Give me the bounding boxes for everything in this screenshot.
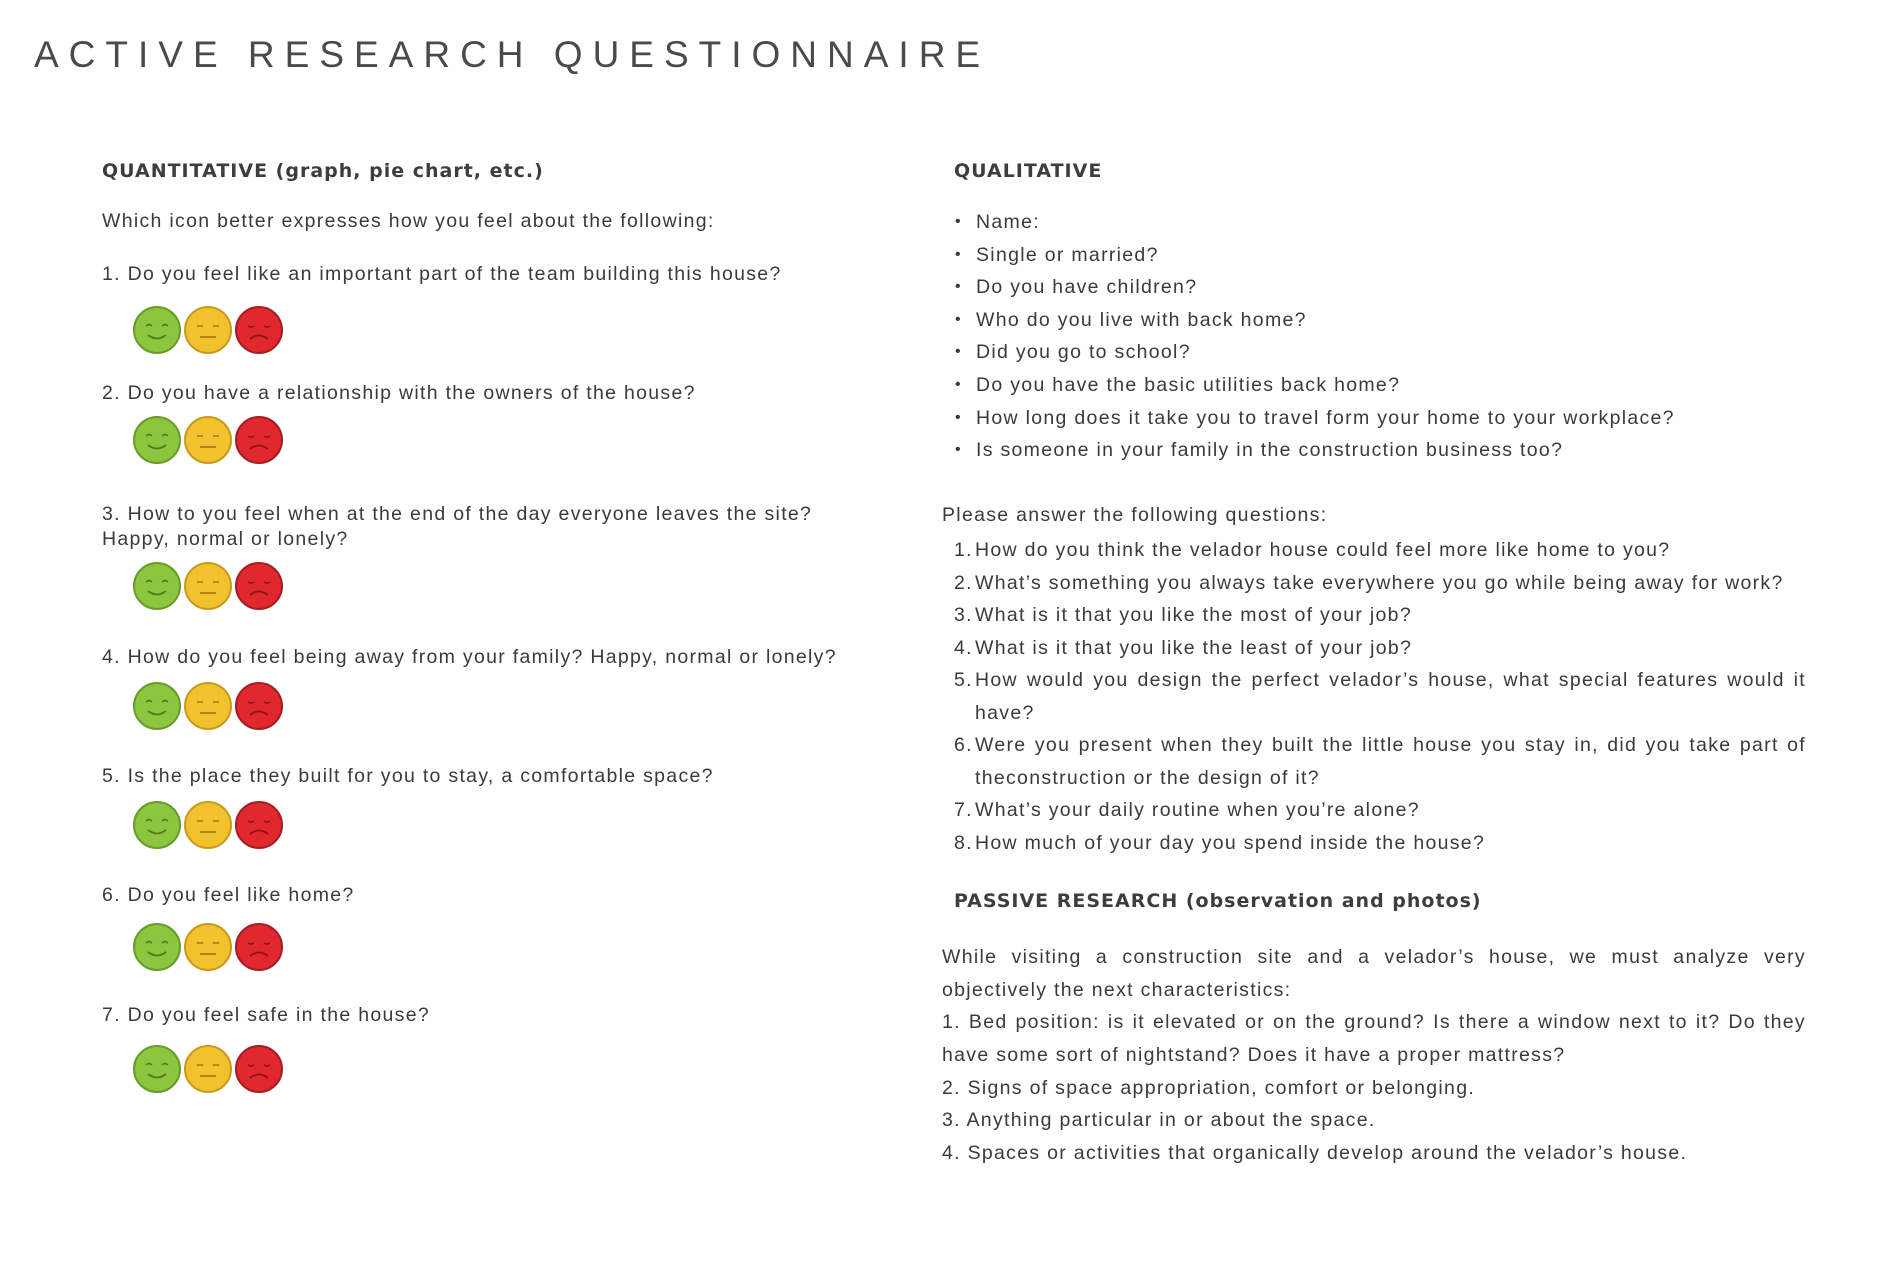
- question-text: 6. Do you feel like home?: [102, 884, 355, 906]
- neutral-face-icon[interactable]: [184, 1045, 232, 1093]
- list-item: • Name:: [952, 208, 1675, 241]
- list-item: 2. Signs of space appropriation, comfort or belonging.: [942, 1076, 1476, 1099]
- questions-prompt: Please answer the following questions:: [942, 504, 1328, 526]
- list-item: [942, 794, 1806, 827]
- face-rating-row: [133, 801, 283, 849]
- question-text: 7. Do you feel safe in the house?: [102, 1004, 431, 1026]
- face-rating-row: [133, 562, 283, 610]
- page-title: ACTIVE RESEARCH QUESTIONNAIRE: [34, 34, 991, 75]
- neutral-face-icon[interactable]: [184, 306, 232, 354]
- question-text: How would you design the perfect velador’s house, what special features would it have?: [975, 669, 1806, 724]
- observation-list: [942, 1006, 1806, 1170]
- list-item: • Who do you live with back home?: [952, 306, 1675, 339]
- qualitative-heading: QUALITATIVE: [954, 160, 1103, 182]
- list-number: 2.: [954, 571, 973, 594]
- question-text: How do you think the velador house could feel more like home to you?: [975, 539, 1671, 561]
- sad-face-icon[interactable]: [235, 1045, 283, 1093]
- list-item: • Single or married?: [952, 241, 1675, 274]
- question-text: Were you present when they built the little house you stay in, did you take part of theconstruction or the design of it?: [975, 734, 1806, 789]
- quantitative-question: [102, 645, 837, 670]
- passive-research-intro: While visiting a construction site and a velador’s house, we must analyze very objectively the next characteristics:: [942, 946, 1806, 1001]
- list-item: [942, 827, 1806, 860]
- neutral-face-icon[interactable]: [184, 416, 232, 464]
- quantitative-question: [102, 764, 714, 789]
- quantitative-question: [102, 1003, 430, 1028]
- happy-face-icon[interactable]: [133, 801, 181, 849]
- question-text: 5. Is the place they built for you to stay, a comfortable space?: [102, 765, 714, 787]
- happy-face-icon[interactable]: [133, 562, 181, 610]
- list-number: 4.: [954, 636, 973, 659]
- sad-face-icon[interactable]: [235, 923, 283, 971]
- happy-face-icon[interactable]: [133, 1045, 181, 1093]
- list-item: [942, 567, 1806, 600]
- question-text: 3. How to you feel when at the end of the day everyone leaves the site?: [102, 503, 813, 525]
- qualitative-bullet-list: [952, 208, 1675, 469]
- question-text: What is it that you like the least of your job?: [975, 636, 1413, 659]
- list-item: • Is someone in your family in the construction business too?: [952, 436, 1675, 469]
- happy-face-icon[interactable]: [133, 306, 181, 354]
- passive-research-heading: PASSIVE RESEARCH (observation and photos): [954, 890, 1482, 912]
- list-item: 1. Bed position: is it elevated or on the ground? Is there a window next to it? Do they have some sort of nightstand? Does it have a proper mattress?: [942, 1011, 1806, 1066]
- list-number: 7.: [954, 799, 973, 821]
- sad-face-icon[interactable]: [235, 562, 283, 610]
- list-number: 5.: [954, 669, 973, 691]
- question-text: Happy, normal or lonely?: [102, 528, 349, 550]
- question-text: 1. Do you feel like an important part of the team building this house?: [102, 263, 782, 285]
- neutral-face-icon[interactable]: [184, 562, 232, 610]
- list-item: • Do you have children?: [952, 273, 1675, 306]
- face-rating-row: [133, 306, 283, 354]
- list-number: 1.: [954, 539, 973, 561]
- happy-face-icon[interactable]: [133, 416, 181, 464]
- sad-face-icon[interactable]: [235, 801, 283, 849]
- question-text: What’s your daily routine when you’re alone?: [975, 799, 1420, 821]
- neutral-face-icon[interactable]: [184, 801, 232, 849]
- list-number: 8.: [954, 831, 973, 854]
- quantitative-question: [102, 502, 812, 552]
- list-item: [942, 632, 1806, 665]
- list-item: [942, 534, 1806, 567]
- open-questions-list: [942, 534, 1806, 859]
- quantitative-question: [102, 381, 696, 406]
- list-item: [942, 729, 1806, 794]
- list-item: 4. Spaces or activities that organically develop around the velador’s house.: [942, 1142, 1688, 1165]
- list-item: [942, 599, 1806, 632]
- sad-face-icon[interactable]: [235, 416, 283, 464]
- list-number: 6.: [954, 734, 973, 756]
- question-text: What is it that you like the most of your job?: [975, 604, 1412, 626]
- happy-face-icon[interactable]: [133, 923, 181, 971]
- happy-face-icon[interactable]: [133, 682, 181, 730]
- list-item: 3. Anything particular in or about the space.: [942, 1109, 1376, 1132]
- face-rating-row: [133, 923, 283, 971]
- question-text: How much of your day you spend inside the house?: [975, 831, 1486, 854]
- face-rating-row: [133, 416, 283, 464]
- neutral-face-icon[interactable]: [184, 923, 232, 971]
- quantitative-intro: Which icon better expresses how you feel about the following:: [102, 210, 715, 232]
- question-text: 4. How do you feel being away from your family? Happy, normal or lonely?: [102, 646, 837, 668]
- quantitative-question: [102, 883, 355, 908]
- question-text: What’s something you always take everywhere you go while being away for work?: [975, 571, 1784, 594]
- quantitative-question: [102, 262, 782, 287]
- list-item: • Did you go to school?: [952, 338, 1675, 371]
- face-rating-row: [133, 682, 283, 730]
- list-number: 3.: [954, 604, 973, 626]
- quantitative-heading: QUANTITATIVE (graph, pie chart, etc.): [102, 160, 544, 182]
- list-item: • How long does it take you to travel form your home to your workplace?: [952, 404, 1675, 437]
- list-item: • Do you have the basic utilities back home?: [952, 371, 1675, 404]
- sad-face-icon[interactable]: [235, 682, 283, 730]
- question-text: 2. Do you have a relationship with the owners of the house?: [102, 382, 696, 404]
- neutral-face-icon[interactable]: [184, 682, 232, 730]
- sad-face-icon[interactable]: [235, 306, 283, 354]
- face-rating-row: [133, 1045, 283, 1093]
- quantitative-section: [102, 0, 902, 1264]
- list-item: [942, 664, 1806, 729]
